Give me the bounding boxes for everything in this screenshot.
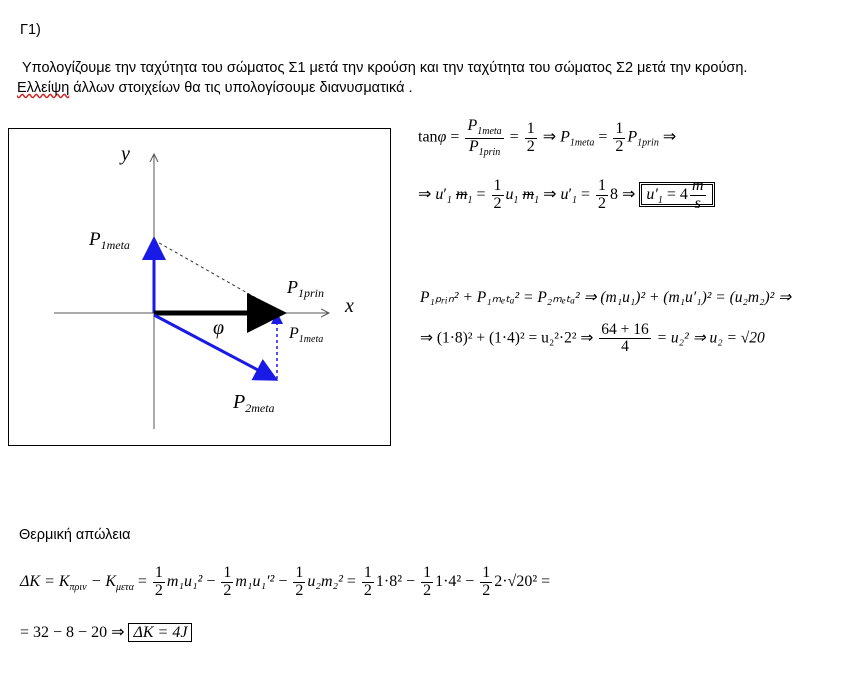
p1meta-label-right: $P_{1meta}$ <box>289 325 324 345</box>
equation-u2: ⇒ (1·8)² + (1·4)² = u₂²·2² ⇒ $\frac{64 + 16}{4}$ = u₂² ⇒ u₂ = √20 <box>420 321 765 356</box>
equation-momentum: P₁ₚᵣᵢₙ² + P₁ₘₑₜₐ² = P₂ₘₑₜₐ² ⇒ (m₁u₁)² + (m₁u′₁)² = (u₂m₂)² ⇒ <box>420 289 792 306</box>
intro-line-1: Υπολογίζουμε την ταχύτητα του σώματος Σ1 μετά την κρούση και την ταχύτητα του σώματος Σ2 μετά την κρούση. <box>22 60 748 76</box>
boxed-result-delta-k: ΔK = 4J <box>128 623 192 642</box>
dashed-line <box>154 240 279 311</box>
p1prin-label: $P_{1prin}$ <box>287 277 325 300</box>
equation-u1-prime: ⇒ $u'_1$ $m_1$ = $\frac{1}{2}$ $u_1$ $m_1$ ⇒ $u'_1$ = $\frac{1}{2}$ 8 ⇒ $u'_1 = 4$ $\frac{m}{s}$ <box>418 178 715 213</box>
thermal-loss-label: Θερμική απώλεια <box>19 527 131 543</box>
p2meta-label: $P_{2meta}$ <box>233 391 275 415</box>
vector-diagram <box>8 128 391 446</box>
intro-line-2: Ελλείψη άλλων στοιχείων θα τις υπολογίσουμε διανυσματικά . <box>17 80 413 96</box>
equation-tan-phi: tanφ = $\frac{P_{1meta}}{P_{1prin}}$ = $\frac{1}{2}$ ⇒ $P_{1meta}$ = $\frac{1}{2}$ $P_{1prin}$ ⇒ <box>418 117 677 158</box>
x-axis-label: x <box>345 295 354 317</box>
p1meta-label-left: $P_{1meta}$ <box>89 229 130 252</box>
section-heading: Γ1) <box>20 22 41 38</box>
phi-angle-label: φ <box>213 317 225 339</box>
equation-delta-k: $\Delta K = K_{\pi\rho\iota\nu} - K_{\mu\varepsilon\tau\alpha}$ = $\frac{1}{2}$ m₁u₁² − $\frac{1}{2}$ m₁u₁′² − $\frac{1}{2}$ u₂m₂² = $\frac{1}{2}$ 1·8² − $\frac{1}{2}$ 1·4² − $\frac{1}{2}$ 2·√20² = <box>20 564 551 599</box>
equation-delta-k-result: = 32 − 8 − 20 ⇒ ΔK = 4J <box>20 622 192 642</box>
misspelled-word: Ελλείψη <box>17 80 70 96</box>
y-axis-label: y <box>121 143 130 165</box>
vector-diagram-svg <box>9 129 390 445</box>
boxed-result-u1: $u'_1 = 4$ $\frac{m}{s}$ <box>639 182 714 207</box>
